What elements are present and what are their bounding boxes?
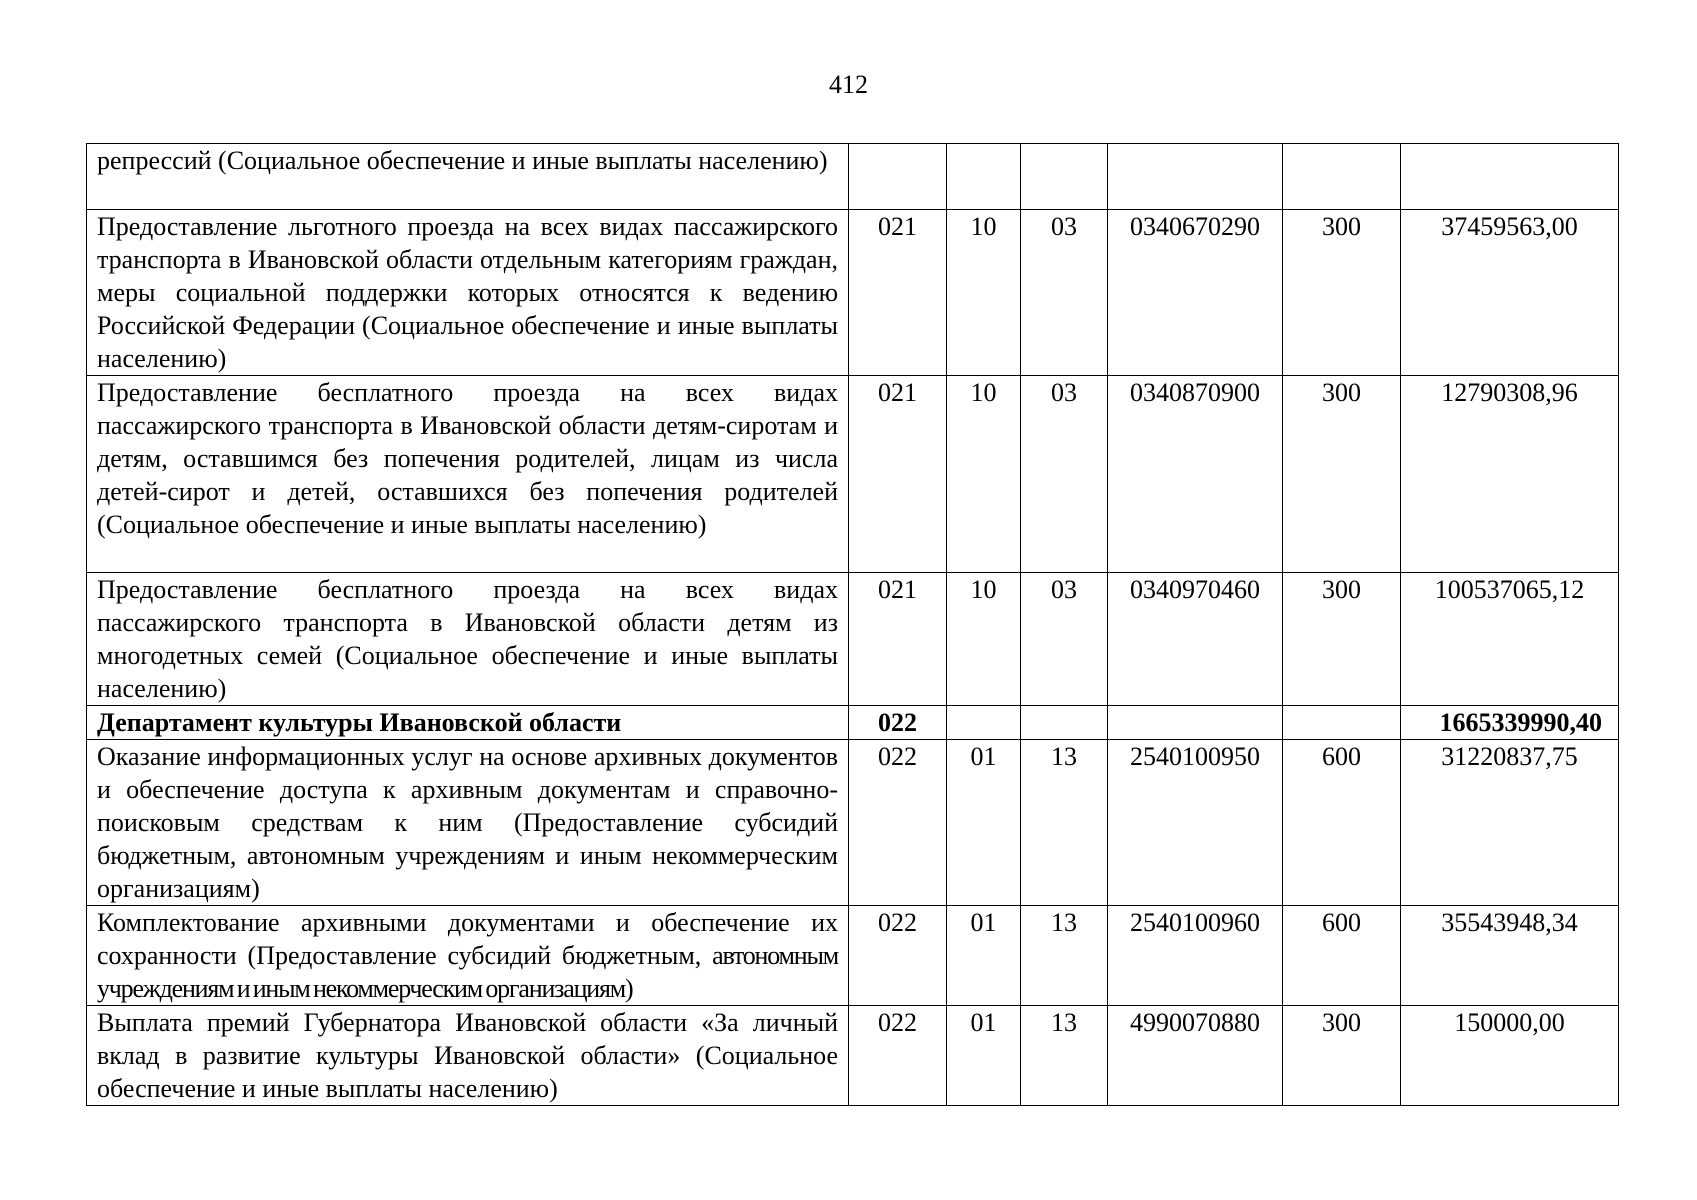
row-description: Предоставление льготного проезда на всех видах пассажирского транспорта в Ивановской области отдельным категориям граждан, меры социальной поддержки которых относятся к ведению Российской Федерации (Социальное обеспечение и иные выплаты населению) (87, 210, 849, 376)
cell-pr: 03 (1021, 376, 1108, 573)
cell-pr (1021, 144, 1108, 210)
row-description-part: Комплектование архивными документами и обеспечение их сохранности (Предоставление субсидий бюджетным, (97, 908, 838, 970)
cell-rz: 10 (947, 376, 1021, 573)
cell-gr: 022 (849, 740, 947, 906)
cell-gr: 021 (849, 210, 947, 376)
table-row-department (87, 706, 1619, 740)
cell-rz: 10 (947, 210, 1021, 376)
row-description-part: автономным учреждениям и иным некоммерческим организациям) (97, 941, 839, 1003)
cell-vr: 300 (1283, 573, 1401, 706)
cell-gr (849, 144, 947, 210)
cell-vr: 300 (1283, 376, 1401, 573)
cell-gr: 021 (849, 376, 947, 573)
cell-pr: 03 (1021, 210, 1108, 376)
table-row (87, 376, 1619, 573)
cell-csr: 0340670290 (1108, 210, 1283, 376)
table-row (87, 573, 1619, 706)
table-row (87, 906, 1619, 1006)
cell-sum-total: 1665339990,40 (1401, 706, 1619, 740)
page-number: 412 (829, 70, 868, 99)
cell-sum: 150000,00 (1401, 1006, 1619, 1106)
cell-csr (1108, 706, 1283, 740)
row-description: Предоставление бесплатного проезда на всех видах пассажирского транспорта в Ивановской области детям-сиротам и детям, оставшимся без попечения родителей, лицам из числа детей-сирот и детей, оставшихся без попечения родителей (Социальное обеспечение и иные выплаты населению) (87, 376, 849, 573)
cell-rz: 01 (947, 1006, 1021, 1106)
table-row (87, 740, 1619, 906)
cell-vr: 600 (1283, 906, 1401, 1006)
department-title: Департамент культуры Ивановской области (87, 706, 849, 740)
budget-table (86, 143, 1619, 1106)
row-description (87, 906, 849, 1006)
cell-pr: 03 (1021, 573, 1108, 706)
cell-gr: 021 (849, 573, 947, 706)
cell-gr: 022 (849, 1006, 947, 1106)
cell-rz: 01 (947, 740, 1021, 906)
cell-vr (1283, 144, 1401, 210)
table-row (87, 144, 1619, 210)
row-description: Оказание информационных услуг на основе архивных документов и обеспечение доступа к архивным документам и справочно-поисковым средствам к ним (Предоставление субсидий бюджетным, автономным учреждениям и иным некоммерческим организациям) (87, 740, 849, 906)
cell-gr: 022 (849, 706, 947, 740)
cell-rz: 10 (947, 573, 1021, 706)
cell-csr (1108, 144, 1283, 210)
cell-sum (1401, 144, 1619, 210)
cell-vr (1283, 706, 1401, 740)
cell-pr: 13 (1021, 906, 1108, 1006)
cell-csr: 0340970460 (1108, 573, 1283, 706)
cell-vr: 600 (1283, 740, 1401, 906)
cell-sum: 37459563,00 (1401, 210, 1619, 376)
table-row (87, 1006, 1619, 1106)
cell-sum: 31220837,75 (1401, 740, 1619, 906)
row-description: Предоставление бесплатного проезда на всех видах пассажирского транспорта в Ивановской области детям из многодетных семей (Социальное обеспечение и иные выплаты населению) (87, 573, 849, 706)
cell-csr: 4990070880 (1108, 1006, 1283, 1106)
table-row (87, 210, 1619, 376)
cell-csr: 2540100950 (1108, 740, 1283, 906)
cell-sum: 12790308,96 (1401, 376, 1619, 573)
cell-sum: 35543948,34 (1401, 906, 1619, 1006)
cell-pr (1021, 706, 1108, 740)
cell-gr: 022 (849, 906, 947, 1006)
cell-rz (947, 144, 1021, 210)
cell-sum: 100537065,12 (1401, 573, 1619, 706)
cell-vr: 300 (1283, 210, 1401, 376)
cell-csr: 0340870900 (1108, 376, 1283, 573)
cell-pr: 13 (1021, 740, 1108, 906)
cell-csr: 2540100960 (1108, 906, 1283, 1006)
cell-vr: 300 (1283, 1006, 1401, 1106)
cell-pr: 13 (1021, 1006, 1108, 1106)
cell-rz: 01 (947, 906, 1021, 1006)
row-description: Выплата премий Губернатора Ивановской области «За личный вклад в развитие культуры Ивановской области» (Социальное обеспечение и иные выплаты населению) (87, 1006, 849, 1106)
cell-rz (947, 706, 1021, 740)
row-description: репрессий (Социальное обеспечение и иные выплаты населению) (87, 144, 849, 210)
